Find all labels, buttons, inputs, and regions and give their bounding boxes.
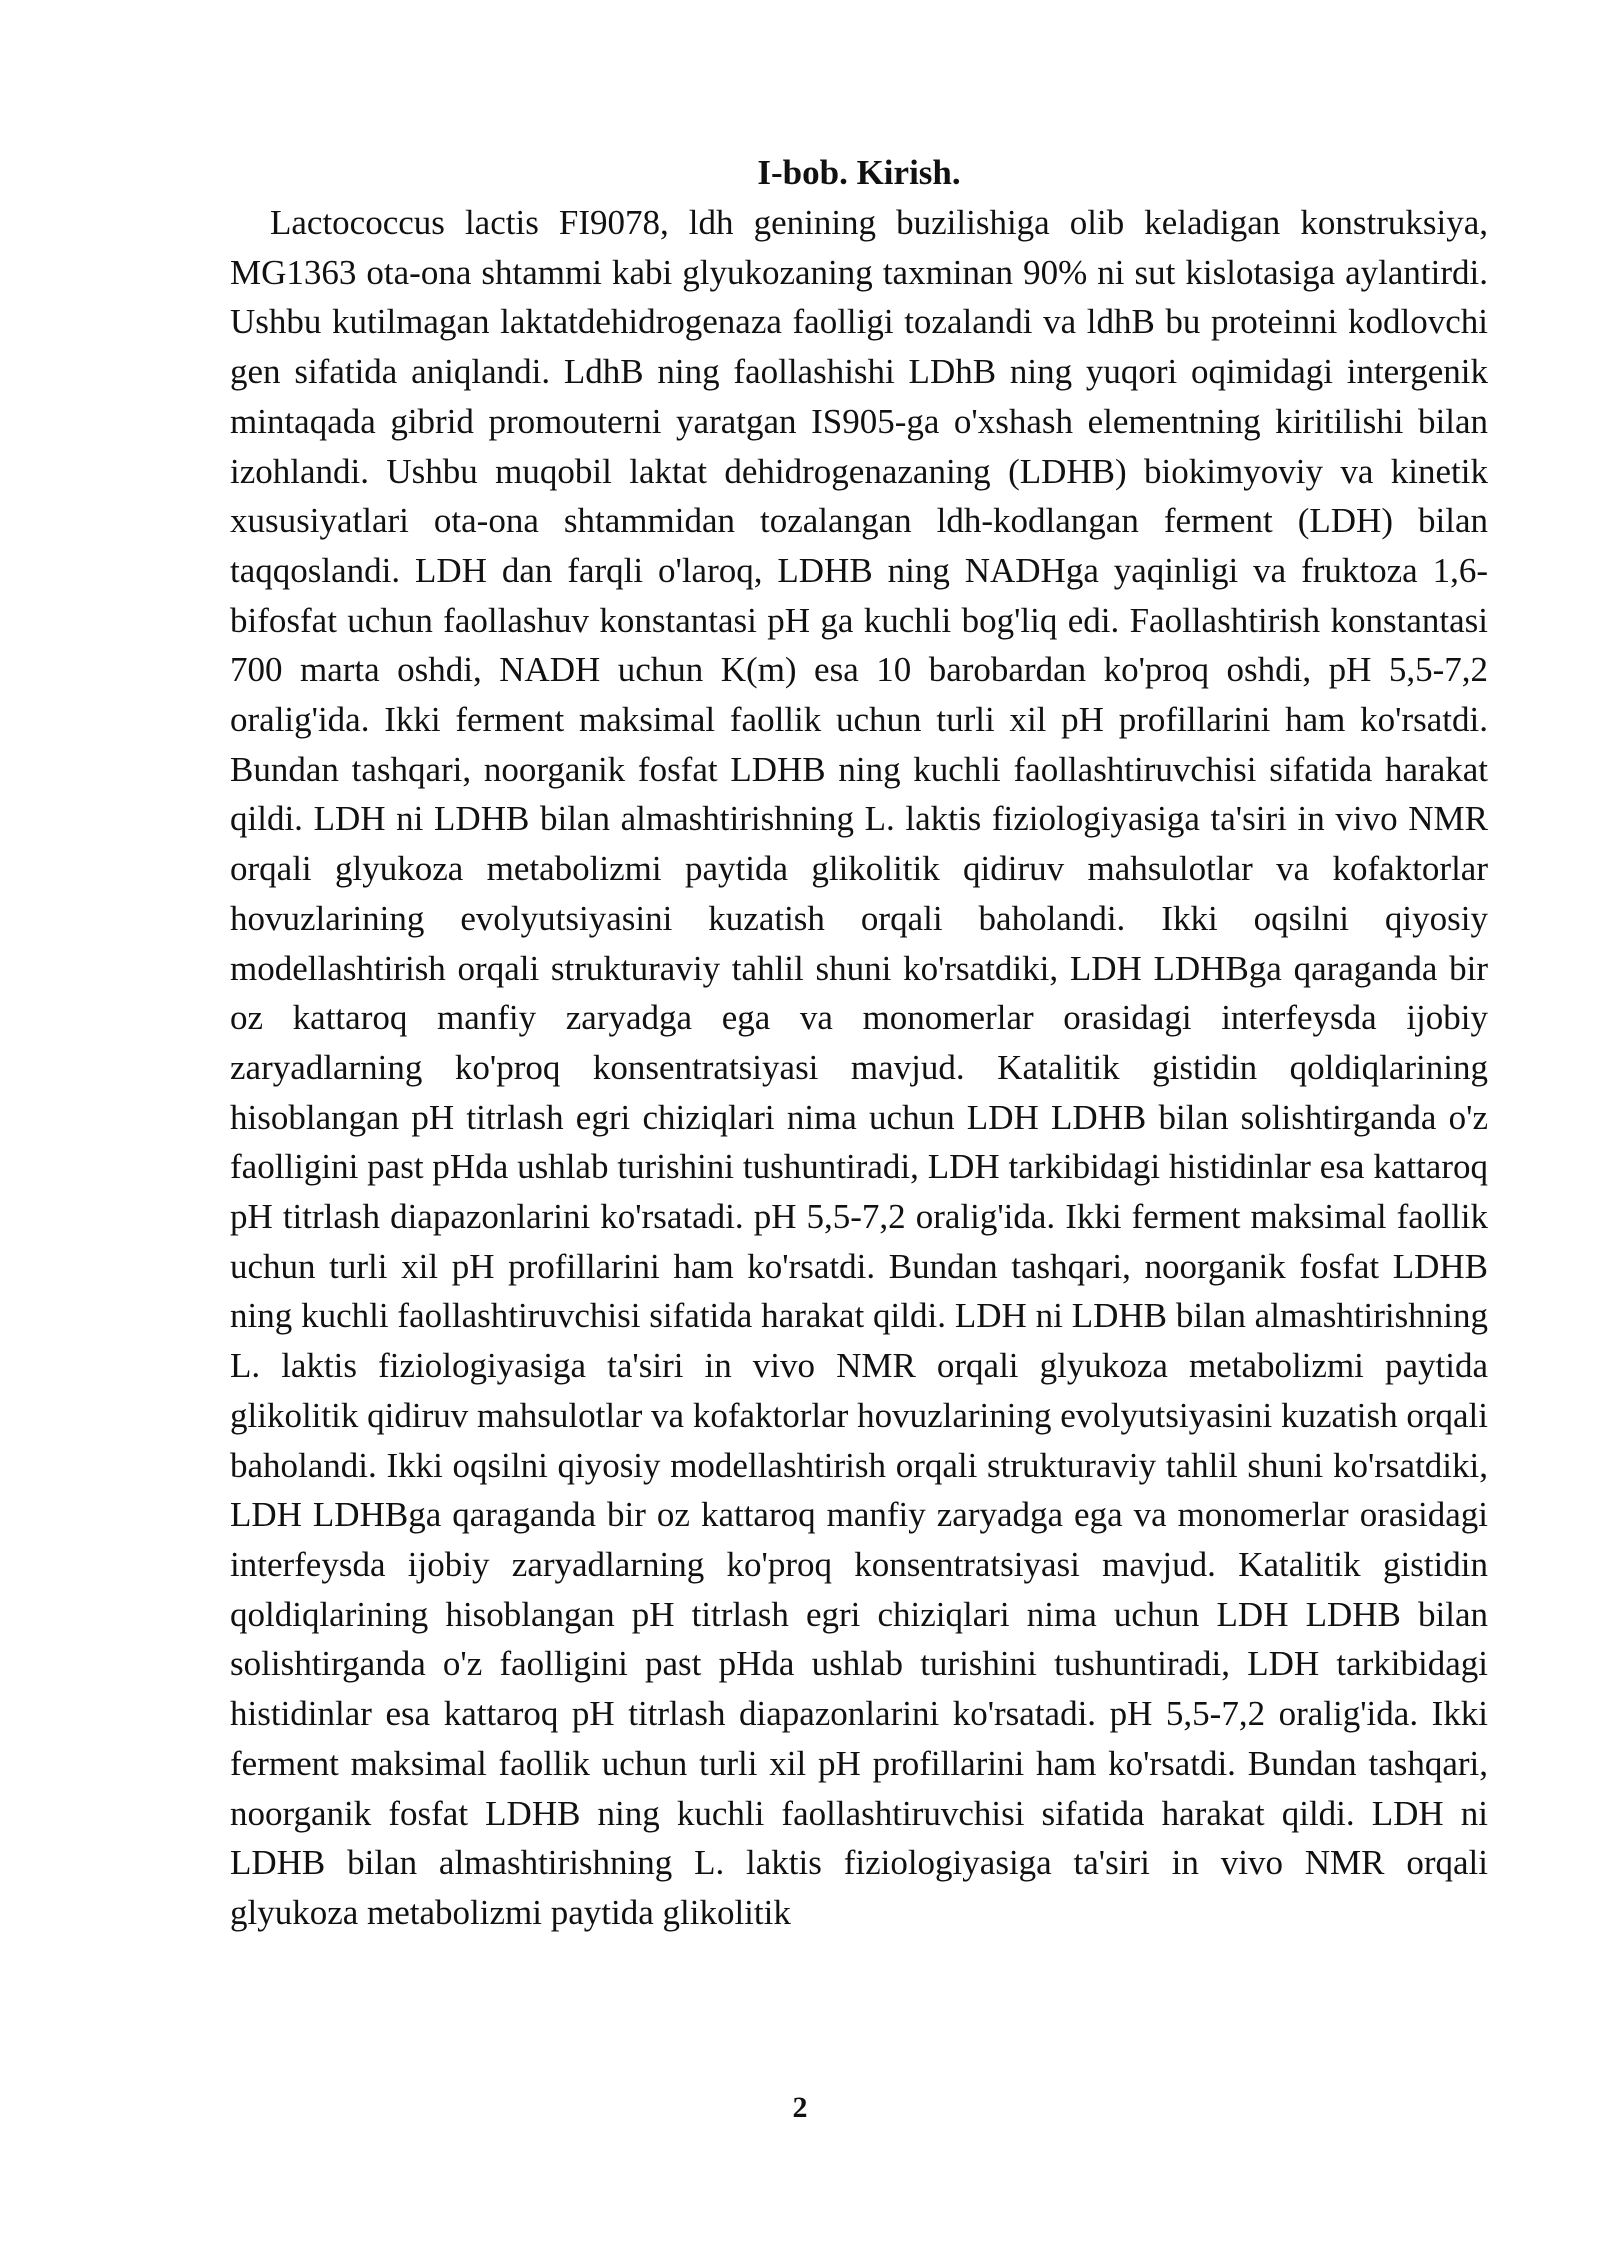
body-paragraph: Lactococcus lactis FI9078, ldh genining buzilishiga olib keladigan konstruksiya, MG1363 ota-ona shtammi kabi glyukozaning taxminan 90% ni sut kislotasiga aylantirdi. Ushbu kutilmagan laktatdehidrogenaza faolligi tozalandi va ldhB bu proteinni kodlovchi gen sifatida aniqlandi. LdhB ning faollashishi LDhB ning yuqori oqimidagi intergenik mintaqada gibrid promouterni yaratgan IS905-ga o'xshash elementning kiritilishi bilan izohlandi. Ushbu muqobil laktat dehidrogenazaning (LDHB) biokimyoviy va kinetik xususiyatlari ota-ona shtammidan tozalangan ldh-kodlangan ferment (LDH) bilan taqqoslandi. LDH dan farqli o'laroq, LDHB ning NADHga yaqinligi va fruktoza 1,6-bifosfat uchun faollashuv konstantasi pH ga kuchli bog'liq edi. Faollashtirish konstantasi 700 marta oshdi, NADH uchun K(m) esa 10 barobardan ko'proq oshdi, pH 5,5-7,2 oralig'ida. Ikki ferment maksimal faollik uchun turli xil pH profillarini ham ko'rsatdi. Bundan tashqari, noorganik fosfat LDHB ning kuchli faollashtiruvchisi sifatida harakat qildi. LDH ni LDHB bilan almashtirishning L. laktis fiziologiyasiga ta'siri in vivo NMR orqali glyukoza metabolizmi paytida glikolitik qidiruv mahsulotlar va kofaktorlar hovuzlarining evolyutsiyasini kuzatish orqali baholandi. Ikki oqsilni qiyosiy modellashtirish orqali strukturaviy tahlil shuni ko'rsatdiki, LDH LDHBga qaraganda bir oz kattaroq manfiy zaryadga ega va monomerlar orasidagi interfeysda ijobiy zaryadlarning ko'proq konsentratsiyasi mavjud. Katalitik gistidin qoldiqlarining hisoblangan pH titrlash egri chiziqlari nima uchun LDH LDHB bilan solishtirganda o'z faolligini past pHda ushlab turishini tushuntiradi, LDH tarkibidagi histidinlar esa kattaroq pH titrlash diapazonlarini ko'rsatadi. pH 5,5-7,2 oralig'ida. Ikki ferment maksimal faollik uchun turli xil pH profillarini ham ko'rsatdi. Bundan tashqari, noorganik fosfat LDHB ning kuchli faollashtiruvchisi sifatida harakat qildi. LDH ni LDHB bilan almashtirishning L. laktis fiziologiyasiga ta'siri in vivo NMR orqali glyukoza metabolizmi paytida glikolitik qidiruv mahsulotlar va kofaktorlar hovuzlarining evolyutsiyasini kuzatish orqali baholandi. Ikki oqsilni qiyosiy modellashtirish orqali strukturaviy tahlil shuni ko'rsatdiki, LDH LDHBga qaraganda bir oz kattaroq manfiy zaryadga ega va monomerlar orasidagi interfeysda ijobiy zaryadlarning ko'proq konsentratsiyasi mavjud. Katalitik gistidin qoldiqlarining hisoblangan pH titrlash egri chiziqlari nima uchun LDH LDHB bilan solishtirganda o'z faolligini past pHda ushlab turishini tushuntiradi, LDH tarkibidagi histidinlar esa kattaroq pH titrlash diapazonlarini ko'rsatadi. pH 5,5-7,2 oralig'ida. Ikki ferment maksimal faollik uchun turli xil pH profillarini ham ko'rsatdi. Bundan tashqari, noorganik fosfat LDHB ning kuchli faollashtiruvchisi sifatida harakat qildi. LDH ni LDHB bilan almashtirishning L. laktis fiziologiyasiga ta'siri in vivo NMR orqali glyukoza metabolizmi paytida glikolitik	[230, 203, 1488, 1932]
chapter-heading: I-bob. Kirish.	[757, 153, 961, 192]
page-number: 2	[792, 2091, 808, 2124]
page-content	[230, 148, 1488, 1938]
